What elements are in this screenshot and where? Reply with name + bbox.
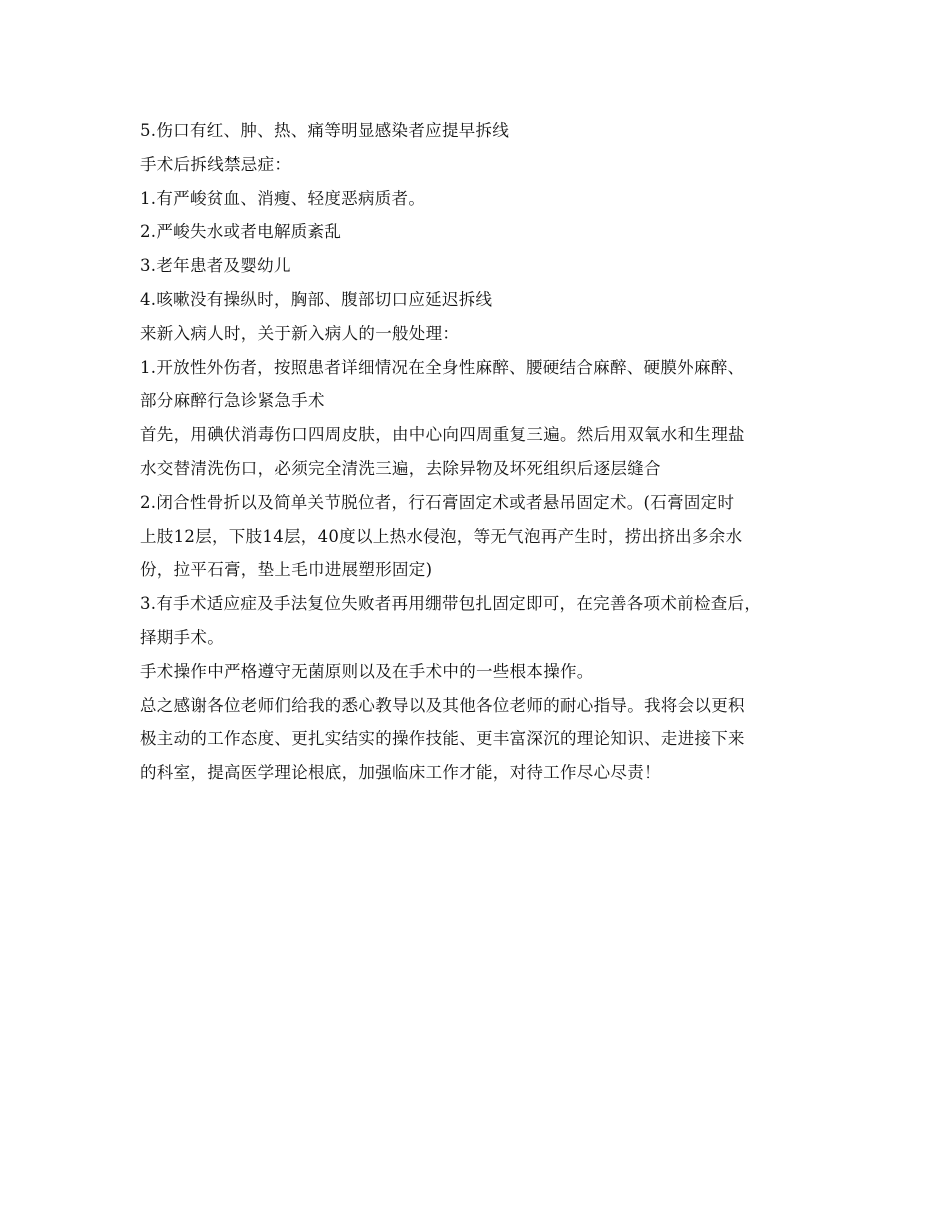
list-item: 1.开放性外伤者，按照患者详细情况在全身性麻醉、腰硬结合麻醉、硬膜外麻醉、 bbox=[140, 357, 745, 377]
list-item: 3.老年患者及婴幼儿 bbox=[140, 256, 291, 276]
text-line: 的科室，提高医学理论根底，加强临床工作才能，对待工作尽心尽责！ bbox=[140, 763, 661, 783]
text-line: 手术操作中严格遵守无菌原则以及在手术中的一些根本操作。 bbox=[140, 661, 594, 681]
list-item: 1.有严峻贫血、消瘦、轻度恶病质者。 bbox=[140, 188, 426, 208]
text-line: 5.伤口有红、肿、热、痛等明显感染者应提早拆线 bbox=[140, 121, 510, 140]
text-line: 总之感谢各位老师们给我的悉心教导以及其他各位老师的耐心指导。我将会以更积 bbox=[140, 695, 745, 715]
section-heading: 来新入病人时，关于新入病人的一般处理： bbox=[140, 323, 460, 343]
text-line: 水交替清洗伤口，必须完全清洗三遍，去除异物及坏死组织后逐层缝合 bbox=[140, 458, 661, 478]
list-item: 2.严峻失水或者电解质紊乱 bbox=[140, 222, 342, 242]
text-line: 上肢12层，下肢14层，40度以上热水侵泡，等无气泡再产生时，捞出挤出多余水 bbox=[140, 526, 743, 546]
section-heading: 手术后拆线禁忌症： bbox=[140, 154, 292, 174]
text-line: 择期手术。 bbox=[140, 627, 224, 647]
list-item: 3.有手术适应症及手法复位失败者再用绷带包扎固定即可，在完善各项术前检查后， bbox=[140, 594, 762, 614]
text-line: 首先，用碘伏消毒伤口四周皮肤，由中心向四周重复三遍。然后用双氧水和生理盐 bbox=[140, 425, 745, 445]
list-item: 4.咳嗽没有操纵时，胸部、腹部切口应延迟拆线 bbox=[140, 289, 493, 309]
text-line: 部分麻醉行急诊紧急手术 bbox=[140, 391, 325, 411]
list-item: 2.闭合性骨折以及简单关节脱位者，行石膏固定术或者悬吊固定术。(石膏固定时 bbox=[140, 492, 735, 512]
text-line: 极主动的工作态度、更扎实结实的操作技能、更丰富深沉的理论知识、走进接下来 bbox=[140, 729, 745, 749]
text-line: 份，拉平石膏，垫上毛巾进展塑形固定) bbox=[140, 560, 433, 580]
document-body bbox=[140, 114, 830, 790]
